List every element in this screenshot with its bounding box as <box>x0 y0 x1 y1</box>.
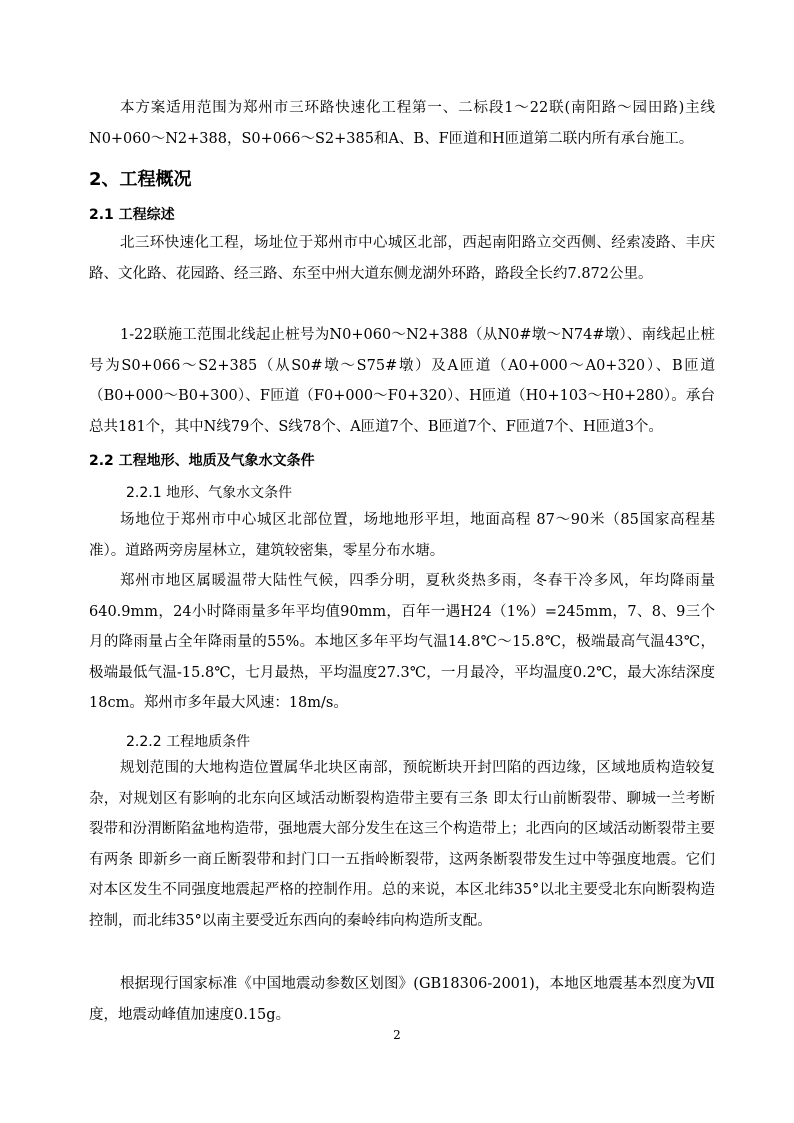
intro-paragraph: 本方案适用范围为郑州市三环路快速化工程第一、二标段1～22联(南阳路～园田路)主线N0+060～N2+388，S0+066～S2+385和A、B、F匝道和H匝道第二联内所有承台施工。 <box>89 100 715 147</box>
section-2-2-1-heading: 2.2.1 地形、气象水文条件 <box>126 485 293 501</box>
section-2-1-heading: 2.1 工程综述 <box>89 207 175 223</box>
section-2-2-heading: 2.2 工程地形、地质及气象水文条件 <box>89 453 315 469</box>
section-2-1-paragraph-2: 1-22联施工范围北线起止桩号为N0+060～N2+388（从N0#墩～N74#墩）、南线起止桩号为S0+066～S2+385（从S0#墩～S75#墩）及A匝道（A0+000～A0+320）、B匝道（B0+000～B0+300）、F匝道（F0+000～F0+320）、H匝道（H0+103～H0+280）。承台总共181个，其中N线79个、S线78个、A匝道7个、B匝道7个、F匝道7个、H匝道3个。 <box>89 327 715 435</box>
section-2-2-2-heading: 2.2.2 工程地质条件 <box>126 734 251 750</box>
page-number: 2 <box>393 1028 401 1042</box>
section-2-2-2-paragraph-2: 根据现行国家标准《中国地震动参数区划图》(GB18306-2001)，本地区地震基本烈度为Ⅶ度，地震动峰值加速度0.15g。 <box>89 976 715 1023</box>
section-2-1-paragraph-1: 北三环快速化工程，场址位于郑州市中心城区北部，西起南阳路立交西侧、经索凌路、丰庆路、文化路、花园路、经三路、东至中州大道东侧龙湖外环路，路段全长约7.872公里。 <box>89 235 715 282</box>
section-2-heading: 2、工程概况 <box>89 169 192 190</box>
section-2-2-1-paragraph-2: 郑州市地区属暖温带大陆性气候，四季分明，夏秋炎热多雨，冬春干冷多风，年均降雨量640.9mm，24小时降雨量多年平均值90mm，百年一遇H24（1%）=245mm，7、8、9三个月的降雨量占全年降雨量的55%。本地区多年平均气温14.8℃～15.8℃，极端最高气温43℃，极端最低气温-15.8℃，七月最热，平均温度27.3℃，一月最冷，平均温度0.2℃，最大冻结深度18cm。郑州市多年最大风速：18m/s。 <box>89 573 715 712</box>
section-2-2-1-paragraph-1: 场地位于郑州市中心城区北部位置，场地地形平坦，地面高程 87～90米（85国家高程基准）。道路两旁房屋林立，建筑较密集，零星分布水塘。 <box>89 512 715 559</box>
section-2-2-2-paragraph-1: 规划范围的大地构造位置属华北块区南部，预皖断块开封凹陷的西边缘，区域地质构造较复杂，对规划区有影响的北东向区域活动断裂构造带主要有三条 即太行山前断裂带、聊城一兰考断裂带和汾渭断陷盆地构造带，强地震大部分发生在这三个构造带上；北西向的区域活动断裂带主要有两条 即新乡一商丘断裂带和封门口一五指岭断裂带，这两条断裂带发生过中等强度地震。它们对本区发生不同强度地震起严格的控制作用。总的来说，本区北纬35°以北主要受北东向断裂构造控制，而北纬35°以南主要受近东西向的秦岭纬向构造所支配。 <box>89 760 715 929</box>
